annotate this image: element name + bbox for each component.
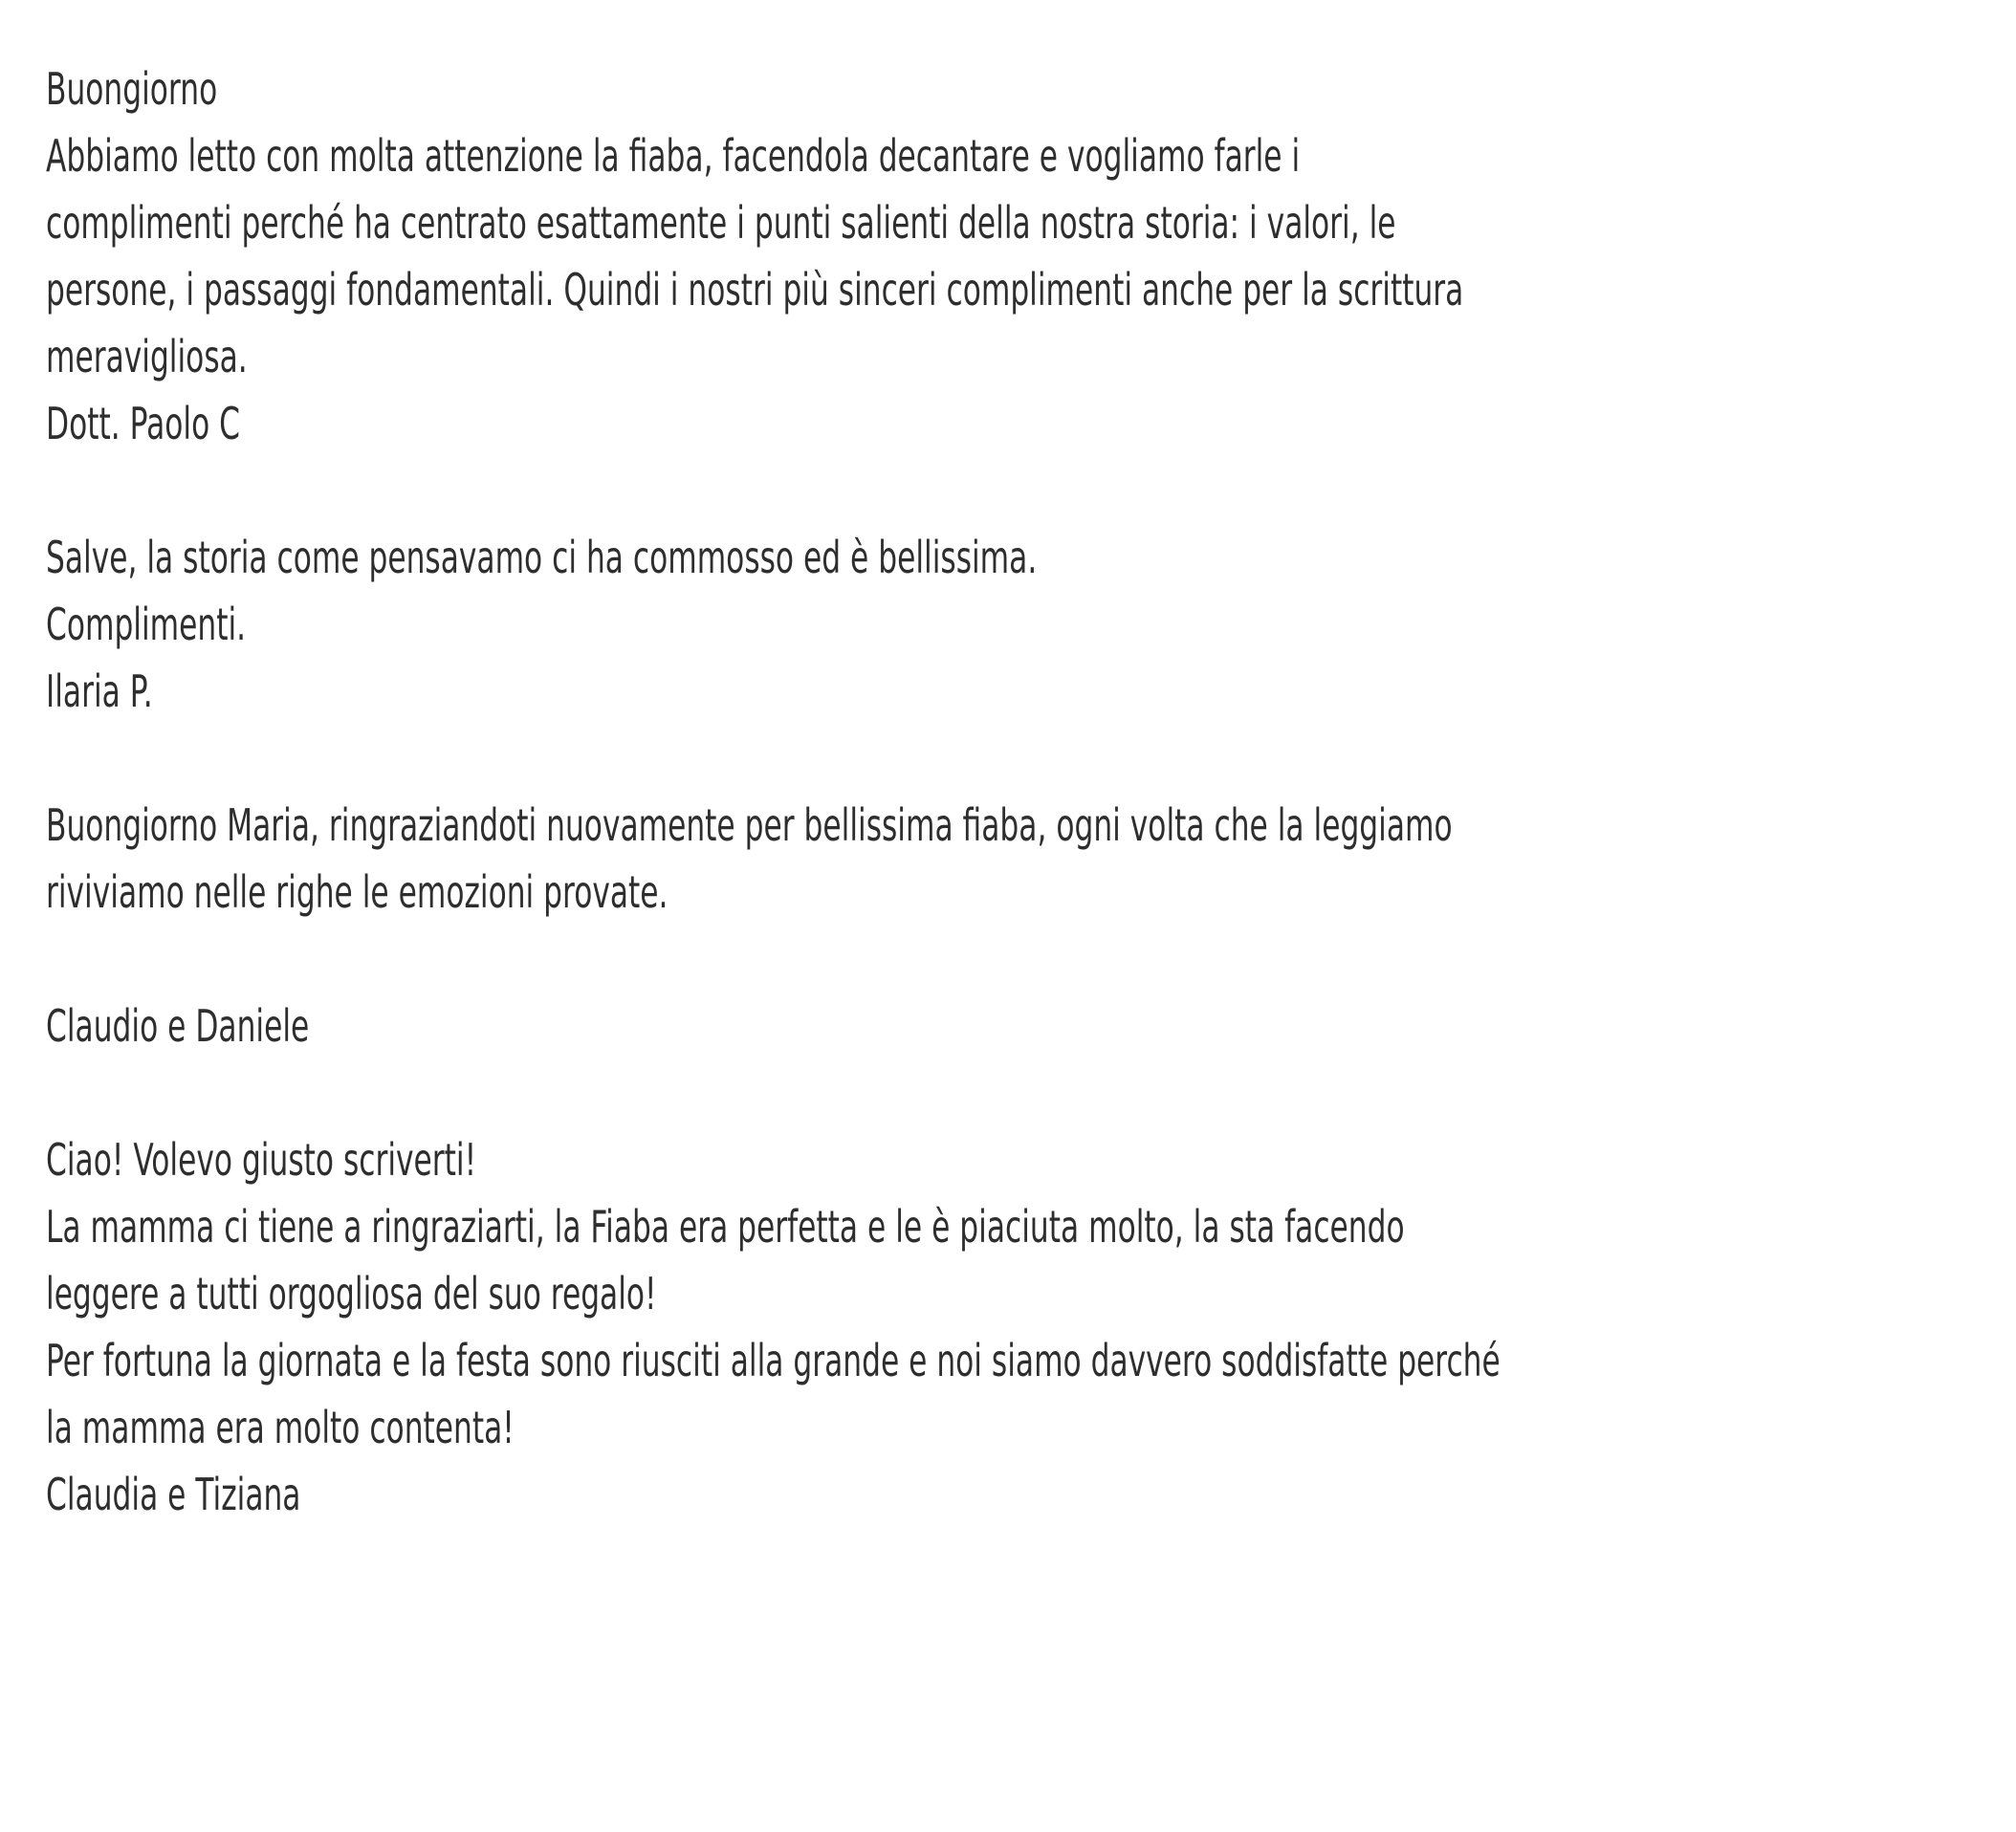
signature-text: Claudia e Tiziana — [46, 1469, 301, 1520]
signature-text: Ilaria P. — [46, 665, 153, 717]
testimonial-text: persone, i passaggi fondamentali. Quindi i nostri più sinceri complimenti anche per la scrittura — [46, 264, 1464, 316]
testimonial-text: leggere a tutti orgogliosa del suo regalo! — [46, 1268, 657, 1319]
testimonial-line — [46, 524, 1978, 591]
testimonial-line — [46, 256, 1978, 323]
testimonial-line — [46, 1260, 1978, 1327]
testimonial-claudio-daniele-signature — [46, 992, 1978, 1059]
testimonial-line — [46, 55, 1978, 122]
testimonial-text: la mamma era molto contenta! — [46, 1402, 515, 1453]
testimonial-text: meravigliosa. — [46, 331, 248, 382]
testimonial-line — [46, 591, 1978, 658]
testimonial-ilaria — [46, 524, 1978, 725]
signature-text: Dott. Paolo C — [46, 398, 241, 449]
testimonial-text: Complimenti. — [46, 599, 247, 650]
testimonial-text: Ciao! Volevo giusto scriverti! — [46, 1134, 477, 1186]
testimonial-signature — [46, 658, 1978, 725]
testimonial-text: La mamma ci tiene a ringraziarti, la Fiaba era perfetta e le è piaciuta molto, la sta facendo — [46, 1201, 1405, 1253]
testimonial-line — [46, 1394, 1978, 1461]
testimonial-paolo — [46, 55, 1978, 457]
testimonial-line — [46, 859, 1978, 926]
testimonial-line — [46, 792, 1978, 859]
testimonial-line — [46, 1327, 1978, 1394]
testimonial-line — [46, 323, 1978, 390]
testimonial-text: riviviamo nelle righe le emozioni provate. — [46, 866, 668, 918]
testimonial-line — [46, 189, 1978, 256]
testimonial-claudio-daniele — [46, 792, 1978, 926]
testimonial-signature — [46, 992, 1978, 1059]
testimonial-text: Per fortuna la giornata e la festa sono riusciti alla grande e noi siamo davvero soddisfatte perché — [46, 1335, 1501, 1386]
testimonial-line — [46, 122, 1978, 189]
testimonial-line — [46, 1126, 1978, 1193]
testimonial-text: complimenti perché ha centrato esattamente i punti salienti della nostra storia: i valori, le — [46, 197, 1396, 249]
testimonial-claudia-tiziana — [46, 1126, 1978, 1528]
testimonial-signature — [46, 390, 1978, 457]
testimonial-line — [46, 1193, 1978, 1260]
testimonial-signature — [46, 1461, 1978, 1528]
signature-text: Claudio e Daniele — [46, 1000, 310, 1052]
testimonial-text: Abbiamo letto con molta attenzione la fiaba, facendola decantare e vogliamo farle i — [46, 130, 1301, 182]
testimonial-text: Salve, la storia come pensavamo ci ha commosso ed è bellissima. — [46, 532, 1038, 583]
greeting-text: Buongiorno — [46, 63, 218, 115]
testimonial-text: Buongiorno Maria, ringraziandoti nuovamente per bellissima fiaba, ogni volta che la leggiamo — [46, 799, 1453, 851]
